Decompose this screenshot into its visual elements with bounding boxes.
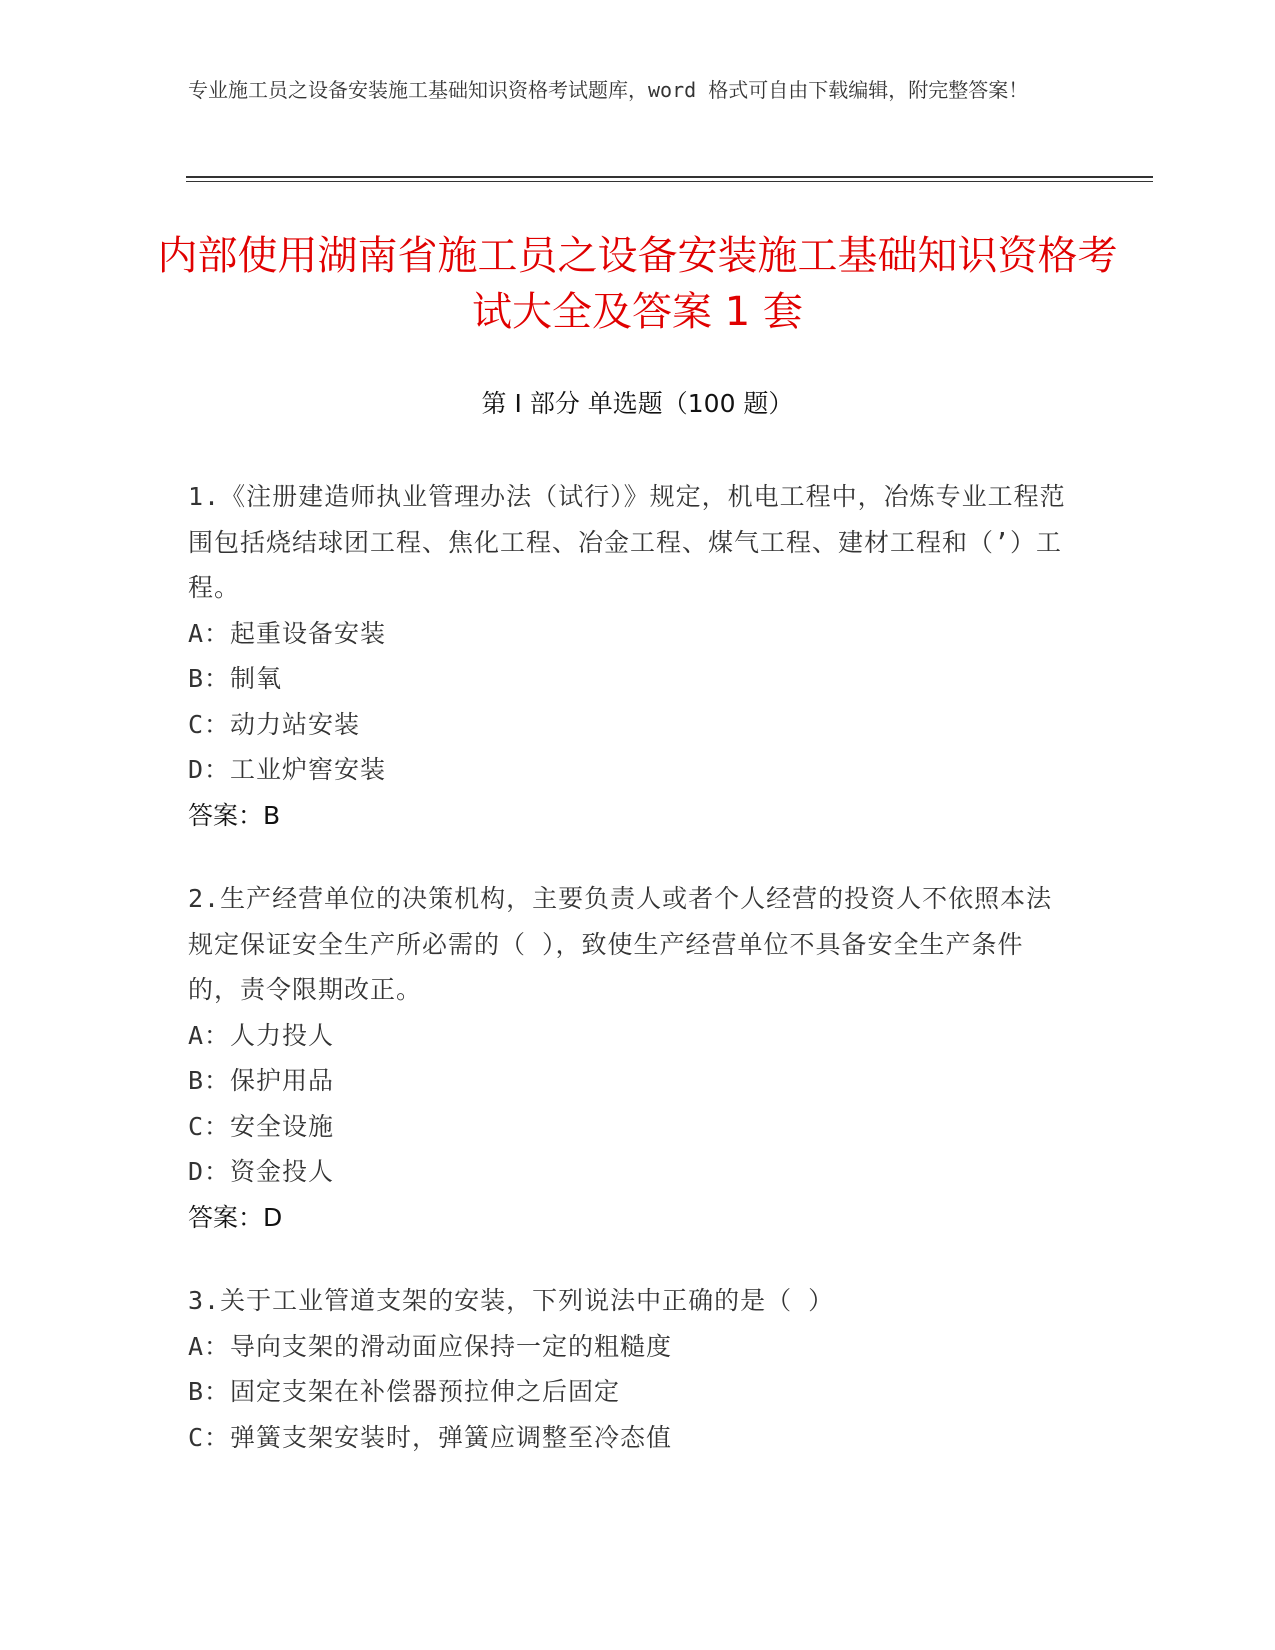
question-stem: 3.关于工业管道支架的安装，下列说法中正确的是（ ） xyxy=(188,1286,835,1315)
answer-label: 答案：D xyxy=(188,1202,283,1232)
question-stem: 1.《注册建造师执业管理办法（试行）》规定，机电工程中，冶炼专业工程范围包括烧结球团工程、焦化工程、冶金工程、煤气工程、建材工程和（’）工程。 xyxy=(188,482,1066,602)
section-title: 第 I 部分 单选题（100 题） xyxy=(481,389,794,418)
option-a: A：起重设备安装 xyxy=(188,618,387,648)
option-b: B：制氧 xyxy=(188,664,283,693)
document-title: 内部使用湖南省施工员之设备安装施工基础知识资格考试大全及答案 1 套 xyxy=(157,233,1118,335)
header-note: 专业施工员之设备安装施工基础知识资格考试题库，word 格式可自由下载编辑，附完整答案！ xyxy=(188,78,1029,102)
option-b: B：保护用品 xyxy=(188,1066,335,1095)
question-stem: 2.生产经营单位的决策机构，主要负责人或者个人经营的投资人不依照本法规定保证安全生产所必需的（ ），致使生产经营单位不具备安全生产条件的，责令限期改正。 xyxy=(188,884,1053,1004)
answer-label: 答案：B xyxy=(188,800,281,830)
question-2 xyxy=(188,876,1068,1240)
option-d: D：工业炉窖安装 xyxy=(188,755,387,784)
option-d: D：资金投人 xyxy=(188,1157,335,1186)
option-c: C：安全设施 xyxy=(188,1111,335,1141)
option-c: C：弹簧支架安装时，弹簧应调整至冷态值 xyxy=(188,1422,673,1452)
question-1 xyxy=(188,474,1068,838)
option-c: C：动力站安装 xyxy=(188,709,361,739)
option-b: B：固定支架在补偿器预拉伸之后固定 xyxy=(188,1377,621,1406)
option-a: A：人力投人 xyxy=(188,1020,335,1050)
header-divider-thick xyxy=(186,176,1153,178)
option-a: A：导向支架的滑动面应保持一定的粗糙度 xyxy=(188,1331,673,1361)
question-list xyxy=(188,474,1068,1498)
header-divider-thin xyxy=(186,181,1153,182)
question-3 xyxy=(188,1278,1068,1460)
